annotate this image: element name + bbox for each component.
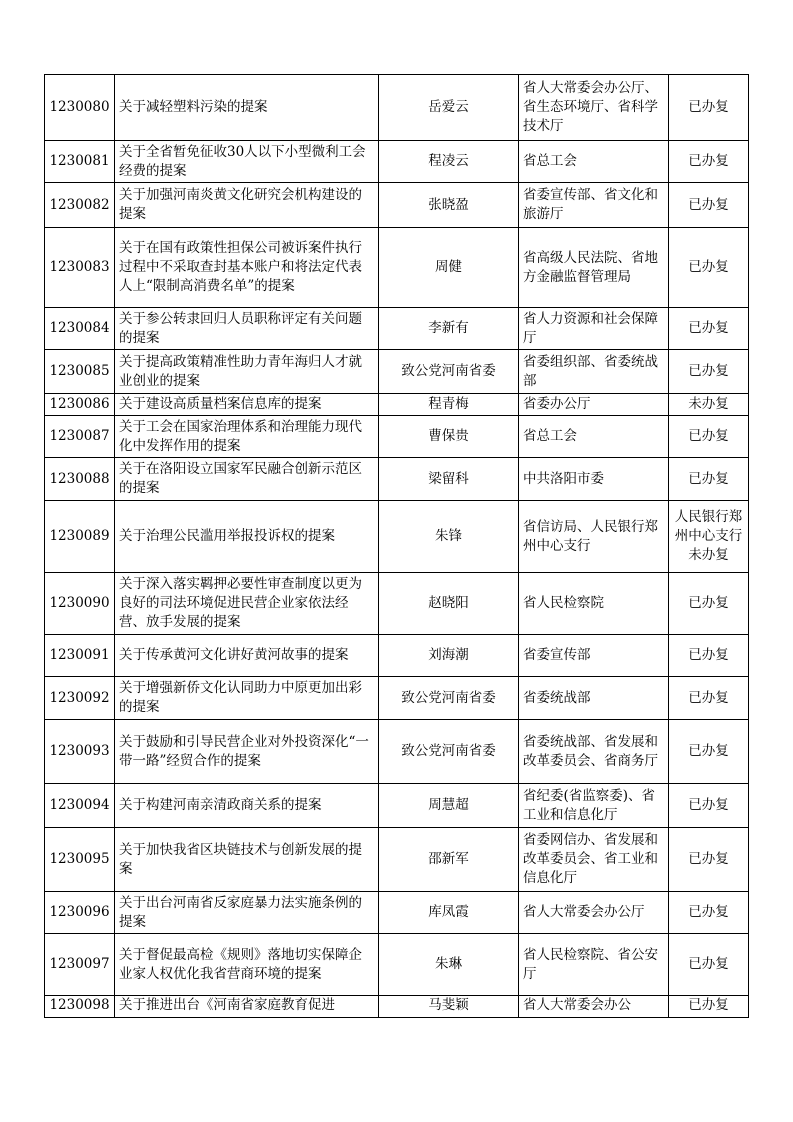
proposer-name: 致公党河南省委 xyxy=(379,350,519,394)
proposal-table-body xyxy=(45,75,749,1018)
handling-departments: 省总工会 xyxy=(519,416,669,458)
handling-departments: 省委统战部、省发展和改革委员会、省商务厅 xyxy=(519,720,669,784)
table-row xyxy=(45,828,749,892)
handling-departments: 省人民检察院 xyxy=(519,573,669,635)
proposal-id: 1230097 xyxy=(45,934,115,996)
handling-status: 已办复 xyxy=(669,573,749,635)
handling-status: 已办复 xyxy=(669,228,749,308)
handling-departments: 中共洛阳市委 xyxy=(519,458,669,501)
handling-status: 已办复 xyxy=(669,996,749,1018)
handling-departments: 省人力资源和社会保障厅 xyxy=(519,308,669,350)
proposer-name: 周健 xyxy=(379,228,519,308)
proposal-title: 关于参公转隶回归人员职称评定有关问题的提案 xyxy=(115,308,379,350)
proposal-title: 关于工会在国家治理体系和治理能力现代化中发挥作用的提案 xyxy=(115,416,379,458)
proposal-title: 关于加快我省区块链技术与创新发展的提案 xyxy=(115,828,379,892)
proposal-title: 关于建设高质量档案信息库的提案 xyxy=(115,394,379,416)
handling-status: 未办复 xyxy=(669,394,749,416)
table-row xyxy=(45,501,749,573)
handling-departments: 省委宣传部、省文化和旅游厅 xyxy=(519,183,669,228)
proposal-title: 关于出台河南省反家庭暴力法实施条例的提案 xyxy=(115,892,379,934)
handling-status: 已办复 xyxy=(669,892,749,934)
proposal-title: 关于鼓励和引导民营企业对外投资深化“一带一路”经贸合作的提案 xyxy=(115,720,379,784)
handling-departments: 省人民检察院、省公安厅 xyxy=(519,934,669,996)
proposal-title: 关于在国有政策性担保公司被诉案件执行过程中不采取查封基本账户和将法定代表人上“限制高消费名单”的提案 xyxy=(115,228,379,308)
proposer-name: 李新有 xyxy=(379,308,519,350)
proposal-table xyxy=(44,74,749,1018)
table-row xyxy=(45,934,749,996)
proposal-id: 1230098 xyxy=(45,996,115,1018)
table-row xyxy=(45,635,749,677)
handling-status: 已办复 xyxy=(669,934,749,996)
table-row xyxy=(45,784,749,828)
handling-status: 已办复 xyxy=(669,141,749,183)
proposer-name: 梁留科 xyxy=(379,458,519,501)
proposer-name: 朱琳 xyxy=(379,934,519,996)
table-row xyxy=(45,308,749,350)
proposer-name: 周慧超 xyxy=(379,784,519,828)
proposal-title xyxy=(115,996,379,1018)
handling-departments: 省总工会 xyxy=(519,141,669,183)
proposer-name: 刘海潮 xyxy=(379,635,519,677)
handling-status: 已办复 xyxy=(669,183,749,228)
proposal-id: 1230082 xyxy=(45,183,115,228)
handling-departments: 省委宣传部 xyxy=(519,635,669,677)
proposal-id: 1230096 xyxy=(45,892,115,934)
proposal-id: 1230086 xyxy=(45,394,115,416)
proposer-name: 赵晓阳 xyxy=(379,573,519,635)
table-row xyxy=(45,892,749,934)
handling-departments: 省纪委(省监察委)、省工业和信息化厅 xyxy=(519,784,669,828)
proposer-name: 张晓盈 xyxy=(379,183,519,228)
proposal-id: 1230091 xyxy=(45,635,115,677)
proposal-id: 1230084 xyxy=(45,308,115,350)
handling-status: 人民银行郑州中心支行未办复 xyxy=(669,501,749,573)
proposer-name: 马斐颖 xyxy=(379,996,519,1018)
proposal-title: 关于增强新侨文化认同助力中原更加出彩的提案 xyxy=(115,677,379,720)
proposal-id: 1230085 xyxy=(45,350,115,394)
proposal-title: 关于传承黄河文化讲好黄河故事的提案 xyxy=(115,635,379,677)
handling-departments: 省委办公厅 xyxy=(519,394,669,416)
handling-departments-text: 省人大常委会办公 xyxy=(523,997,631,1013)
proposal-title: 关于督促最高检《规则》落地切实保障企业家人权优化我省营商环境的提案 xyxy=(115,934,379,996)
proposal-id: 1230088 xyxy=(45,458,115,501)
proposer-name: 邵新军 xyxy=(379,828,519,892)
proposer-name: 岳爱云 xyxy=(379,75,519,141)
proposal-id: 1230095 xyxy=(45,828,115,892)
handling-status: 已办复 xyxy=(669,720,749,784)
table-row xyxy=(45,141,749,183)
table-row xyxy=(45,573,749,635)
handling-status: 已办复 xyxy=(669,828,749,892)
proposal-title: 关于治理公民滥用举报投诉权的提案 xyxy=(115,501,379,573)
table-row xyxy=(45,720,749,784)
handling-status: 已办复 xyxy=(669,350,749,394)
handling-status: 已办复 xyxy=(669,75,749,141)
proposer-name: 库凤霞 xyxy=(379,892,519,934)
proposer-name: 致公党河南省委 xyxy=(379,677,519,720)
table-row xyxy=(45,394,749,416)
handling-status: 已办复 xyxy=(669,635,749,677)
table-row xyxy=(45,350,749,394)
proposal-title: 关于深入落实羁押必要性审查制度以更为良好的司法环境促进民营企业家依法经营、放手发展的提案 xyxy=(115,573,379,635)
proposal-id: 1230081 xyxy=(45,141,115,183)
proposal-title: 关于减轻塑料污染的提案 xyxy=(115,75,379,141)
proposer-name: 朱锋 xyxy=(379,501,519,573)
proposer-name: 程青梅 xyxy=(379,394,519,416)
proposal-title: 关于在洛阳设立国家军民融合创新示范区的提案 xyxy=(115,458,379,501)
handling-status: 已办复 xyxy=(669,416,749,458)
proposer-name: 致公党河南省委 xyxy=(379,720,519,784)
handling-departments: 省委网信办、省发展和改革委员会、省工业和信息化厅 xyxy=(519,828,669,892)
proposal-title: 关于构建河南亲清政商关系的提案 xyxy=(115,784,379,828)
handling-departments xyxy=(519,996,669,1018)
proposal-title: 关于全省暂免征收30人以下小型微利工会经费的提案 xyxy=(115,141,379,183)
table-row xyxy=(45,996,749,1018)
handling-status: 已办复 xyxy=(669,458,749,501)
table-row xyxy=(45,75,749,141)
handling-departments: 省人大常委会办公厅 xyxy=(519,892,669,934)
proposal-title-text: 关于推进出台《河南省家庭教育促进 xyxy=(119,997,335,1013)
proposal-id: 1230080 xyxy=(45,75,115,141)
proposal-id: 1230087 xyxy=(45,416,115,458)
proposal-title: 关于加强河南炎黄文化研究会机构建设的提案 xyxy=(115,183,379,228)
handling-departments: 省人大常委会办公厅、省生态环境厅、省科学技术厅 xyxy=(519,75,669,141)
proposer-name: 程凌云 xyxy=(379,141,519,183)
proposal-id: 1230090 xyxy=(45,573,115,635)
handling-status: 已办复 xyxy=(669,308,749,350)
handling-departments: 省委组织部、省委统战部 xyxy=(519,350,669,394)
proposal-id: 1230089 xyxy=(45,501,115,573)
table-row xyxy=(45,677,749,720)
handling-departments: 省信访局、人民银行郑州中心支行 xyxy=(519,501,669,573)
proposal-id: 1230093 xyxy=(45,720,115,784)
handling-status: 已办复 xyxy=(669,784,749,828)
proposal-id: 1230083 xyxy=(45,228,115,308)
handling-departments: 省委统战部 xyxy=(519,677,669,720)
table-row xyxy=(45,458,749,501)
table-row xyxy=(45,416,749,458)
proposal-id: 1230092 xyxy=(45,677,115,720)
proposal-title: 关于提高政策精准性助力青年海归人才就业创业的提案 xyxy=(115,350,379,394)
table-row xyxy=(45,183,749,228)
table-row xyxy=(45,228,749,308)
handling-departments: 省高级人民法院、省地方金融监督管理局 xyxy=(519,228,669,308)
proposal-id: 1230094 xyxy=(45,784,115,828)
handling-status: 已办复 xyxy=(669,677,749,720)
proposer-name: 曹保贵 xyxy=(379,416,519,458)
